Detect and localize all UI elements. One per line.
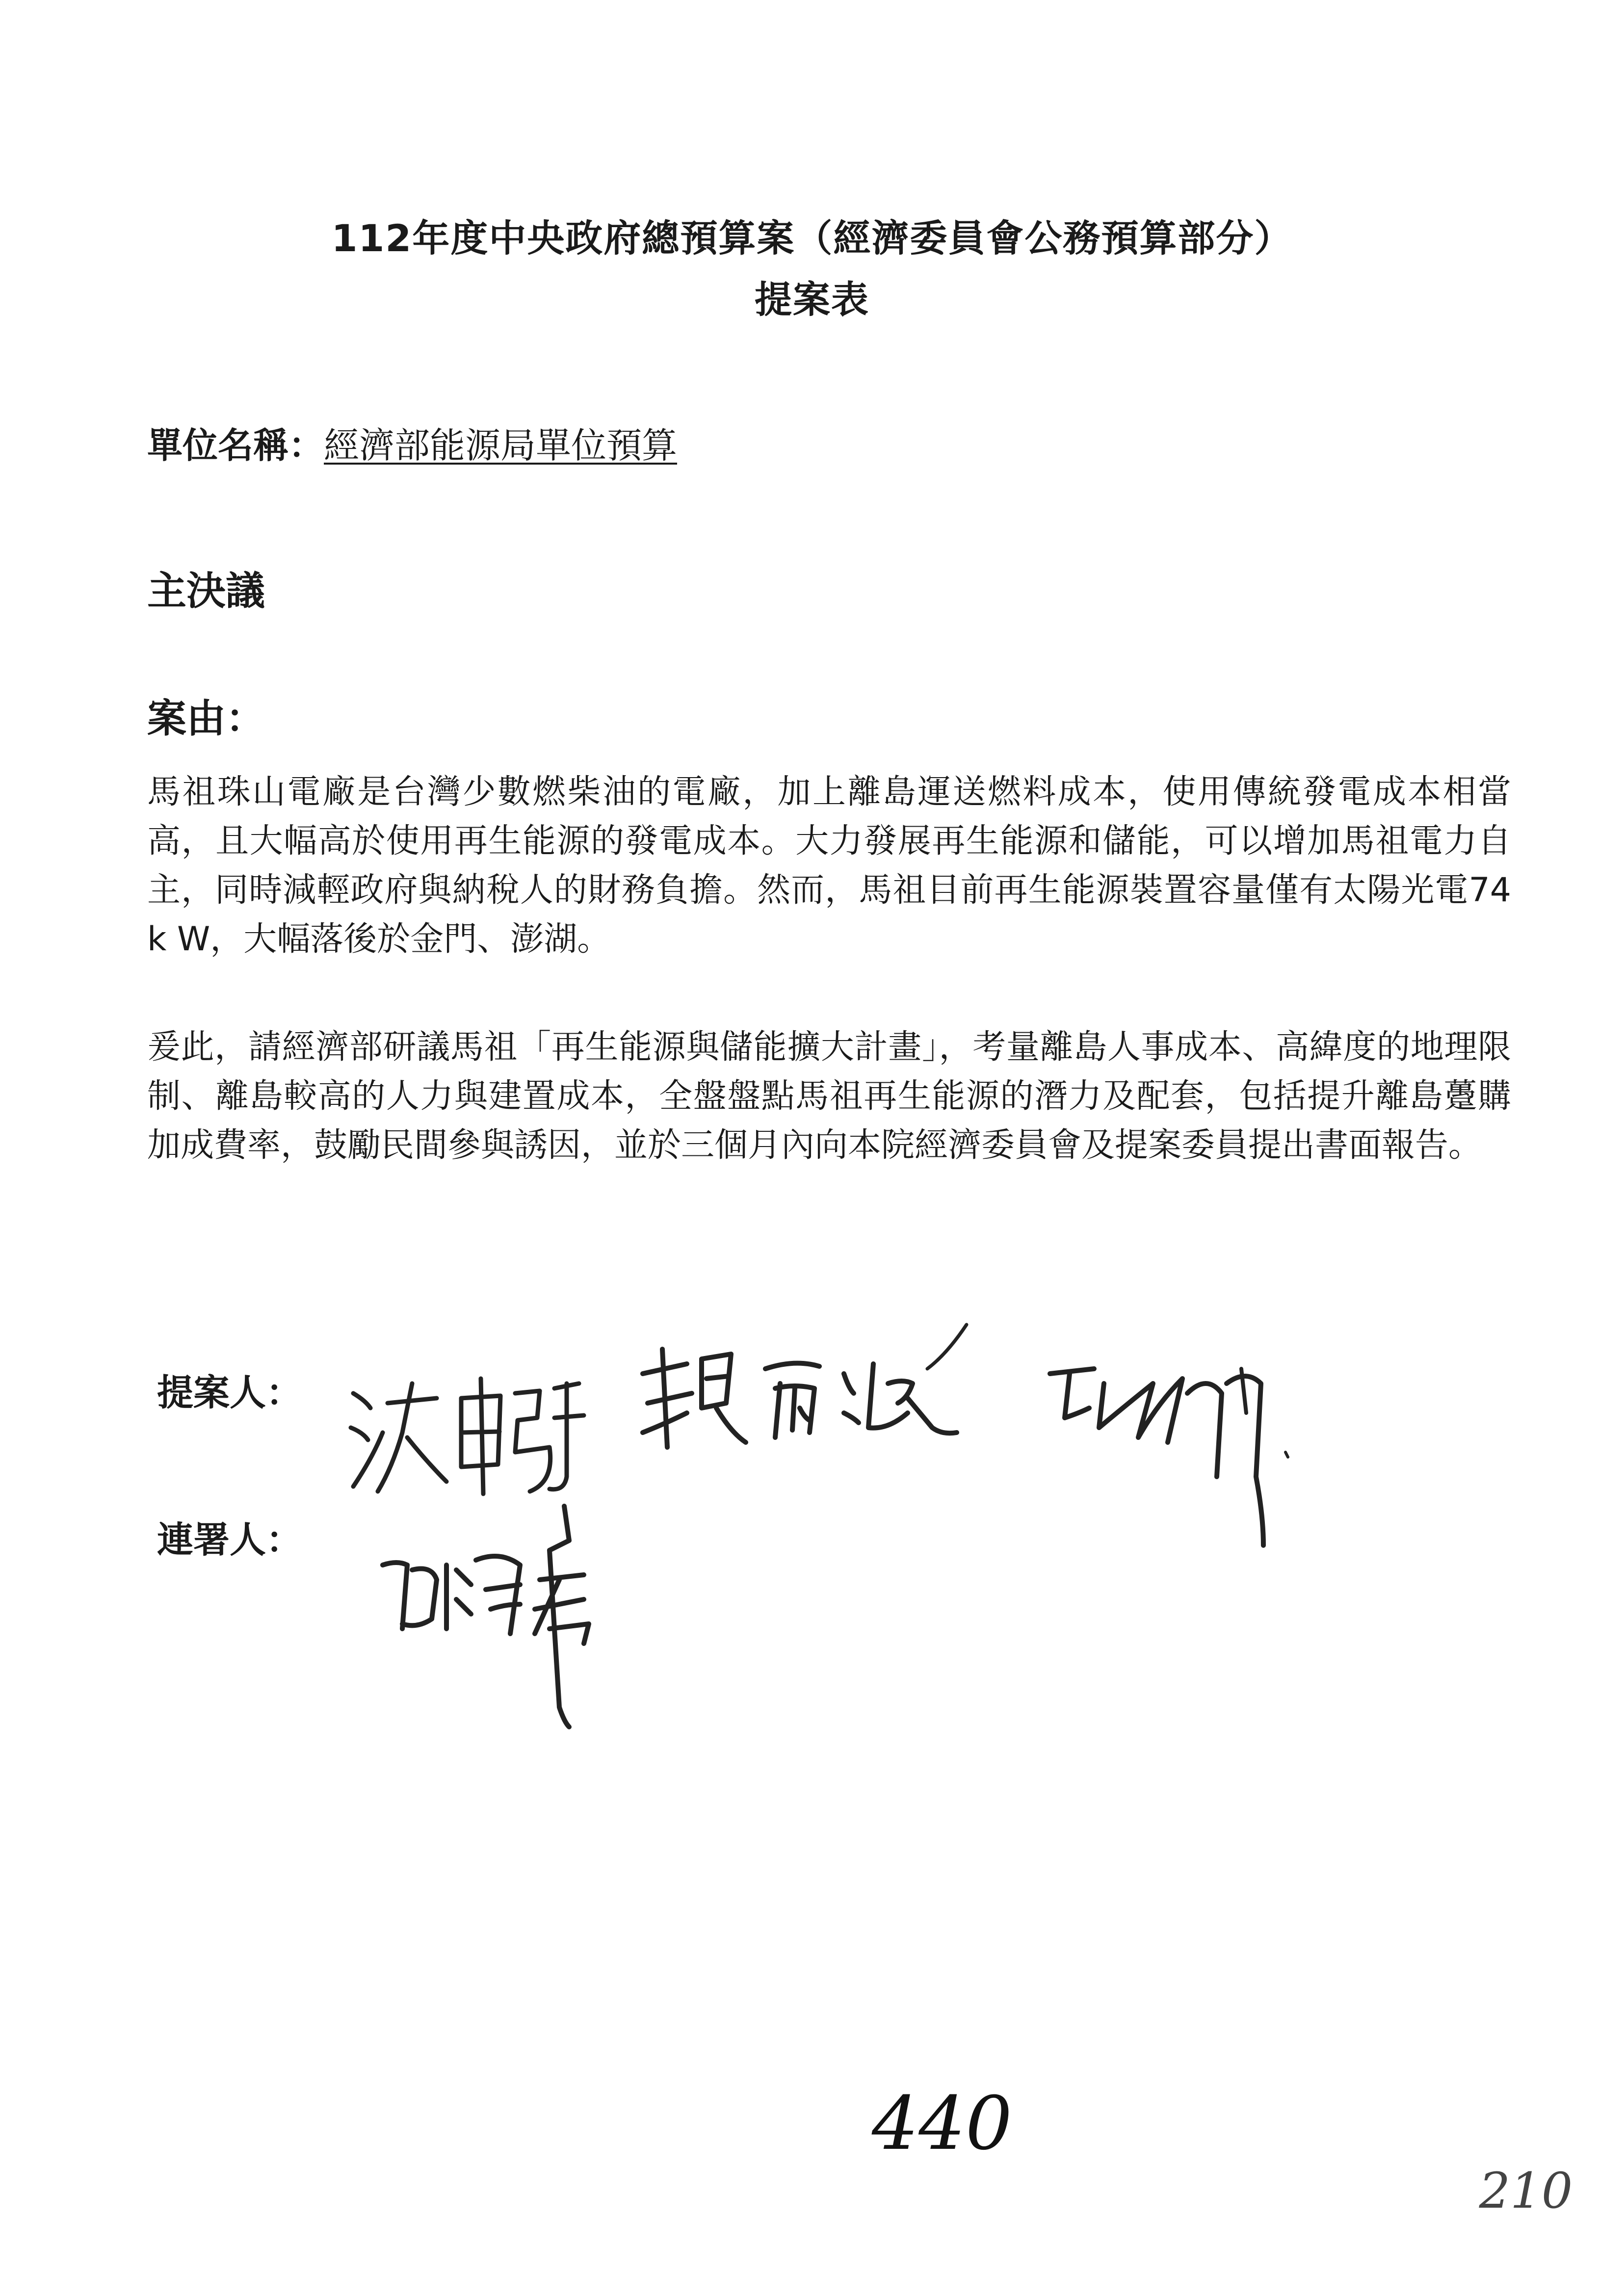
reason-paragraph-1: 馬祖珠山電廠是台灣少數燃柴油的電廠，加上離島運送燃料成本，使用傳統發電成本相當高，且大幅高於使用再生能源的發電成本。大力發展再生能源和儲能，可以增加馬祖電力自主，同時減輕政府與納稅人的財務負擔。然而，馬祖目前再生能源裝置容量僅有太陽光電74 k W，大幅落後於金門、澎湖。 bbox=[147, 773, 1511, 959]
proposer-signature-3 bbox=[1040, 1354, 1305, 1550]
svg-text:440: 440 bbox=[871, 2081, 1013, 2166]
proposer-signature-2 bbox=[633, 1315, 976, 1457]
proposer-label: 提案人： bbox=[157, 1372, 302, 1414]
cosigner-signature bbox=[373, 1482, 648, 1737]
unit-value: 經濟部能源局單位預算 bbox=[324, 425, 678, 466]
handwritten-page-number bbox=[844, 2081, 1040, 2168]
unit-label: 單位名稱： bbox=[147, 425, 324, 466]
cosigner-label: 連署人： bbox=[157, 1519, 302, 1561]
handwritten-corner-number bbox=[1462, 2164, 1590, 2218]
document-subtitle: 提案表 bbox=[755, 278, 869, 321]
svg-text:210: 210 bbox=[1479, 2162, 1573, 2219]
reason-paragraph-2: 爰此，請經濟部研議馬祖「再生能源與儲能擴大計畫」，考量離島人事成本、高緯度的地理限制、離島較高的人力與建置成本，全盤盤點馬祖再生能源的潛力及配套，包括提升離島躉購加成費率，鼓勵民間參與誘因，並於三個月內向本院經濟委員會及提案委員提出書面報告。 bbox=[147, 1028, 1511, 1165]
main-resolution-heading: 主決議 bbox=[147, 568, 265, 614]
document-title: 112年度中央政府總預算案（經濟委員會公務預算部分） bbox=[331, 216, 1293, 260]
case-reason-heading: 案由： bbox=[147, 696, 265, 741]
unit-row bbox=[147, 417, 677, 468]
